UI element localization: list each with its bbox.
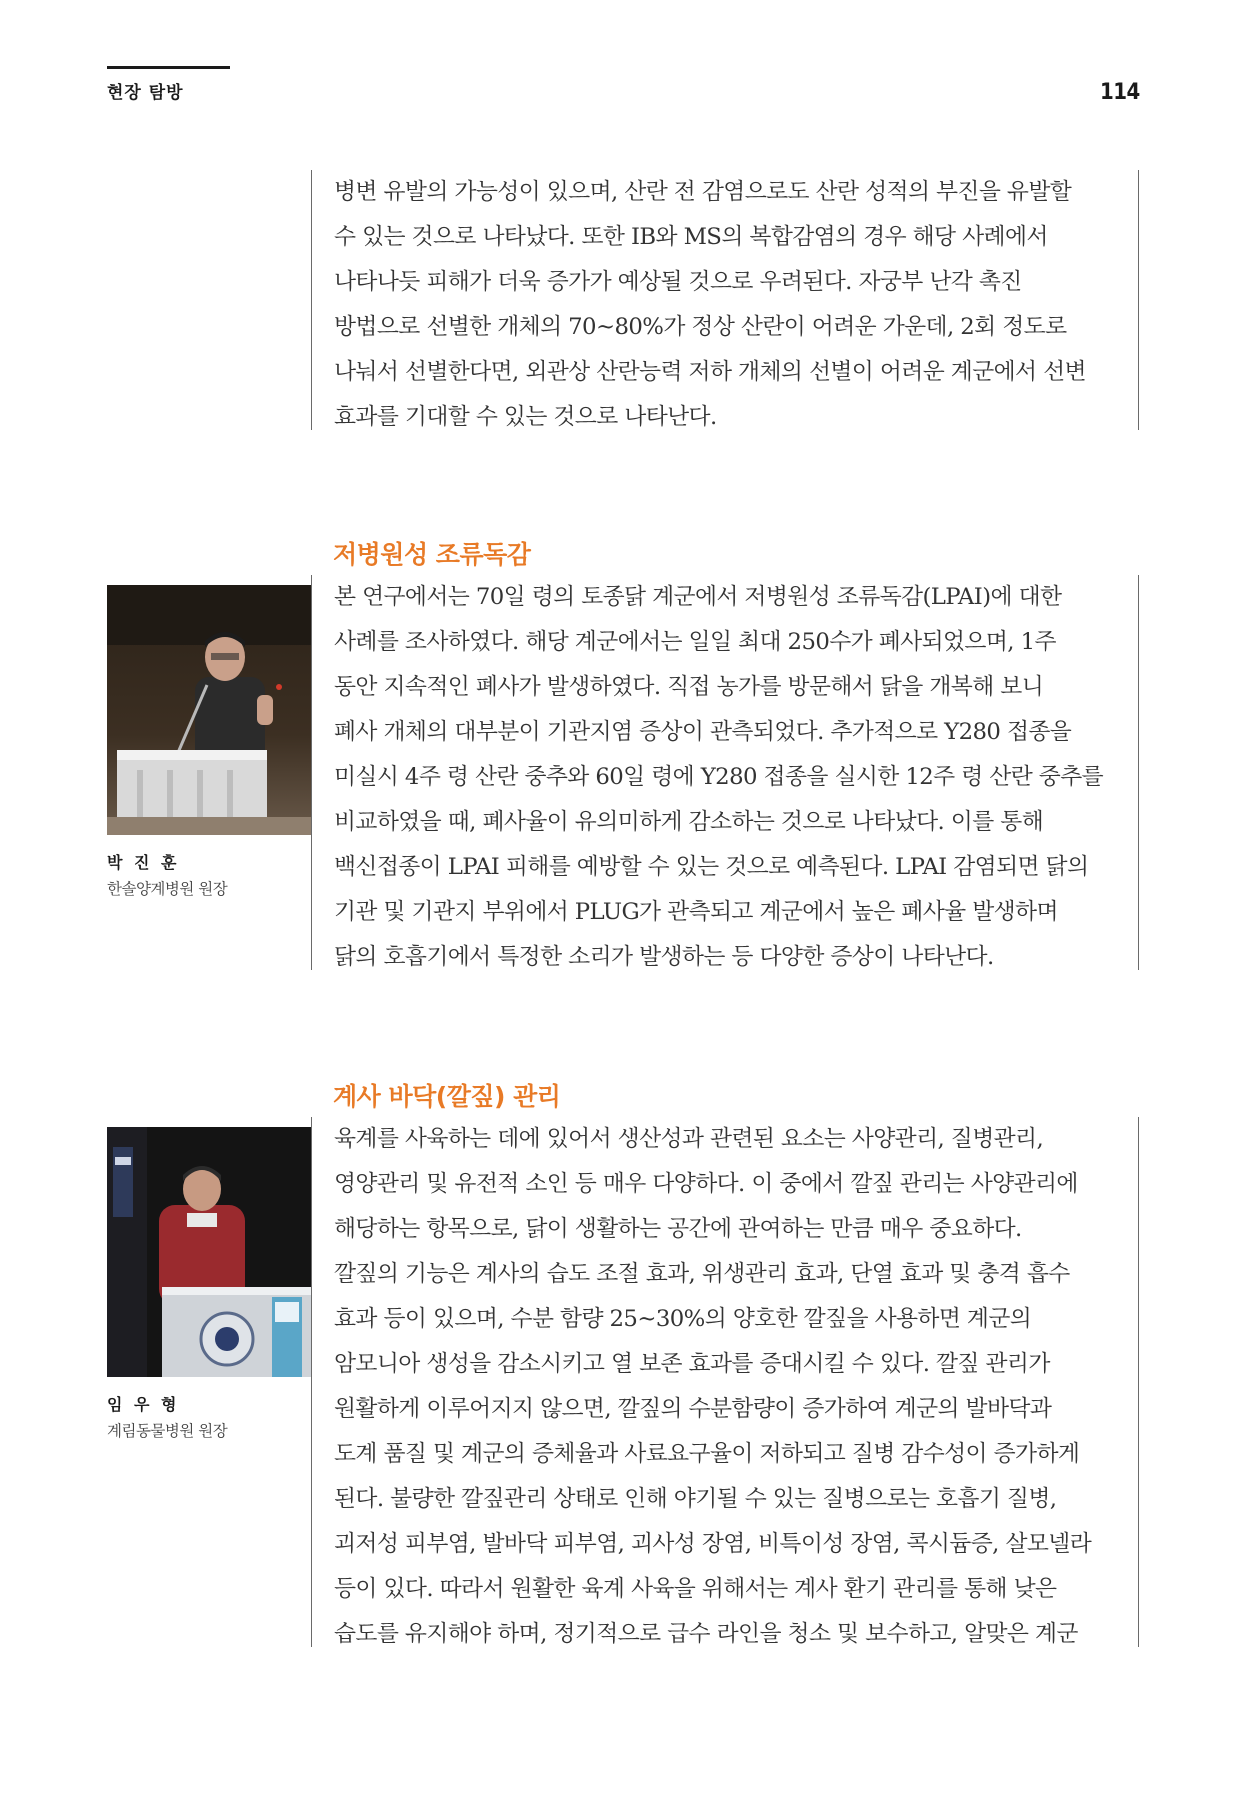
intro-paragraph bbox=[312, 170, 1138, 440]
lpai-text-block bbox=[311, 575, 1139, 970]
text-line: 수 있는 것으로 나타났다. 또한 IB와 MS의 복합감염의 경우 해당 사례에서 bbox=[334, 224, 1048, 250]
speaker-photo-park bbox=[107, 585, 311, 835]
text-line: 해당하는 항목으로, 닭이 생활하는 공간에 관여하는 만큼 매우 중요하다. bbox=[334, 1216, 1022, 1242]
text-line: 닭의 호흡기에서 특정한 소리가 발생하는 등 다양한 증상이 나타난다. bbox=[334, 944, 994, 970]
text-line: 영양관리 및 유전적 소인 등 매우 다양하다. 이 중에서 깔짚 관리는 사양관리에 bbox=[334, 1171, 1078, 1197]
intro-text-block bbox=[311, 170, 1139, 430]
text-line: 본 연구에서는 70일 령의 토종닭 계군에서 저병원성 조류독감(LPAI)에 대한 bbox=[334, 584, 1062, 610]
text-line: 동안 지속적인 폐사가 발생하였다. 직접 농가를 방문해서 닭을 개복해 보니 bbox=[334, 674, 1044, 700]
page-number: 114 bbox=[1100, 80, 1140, 105]
speaker-title-park: 한솔양계병원 원장 bbox=[107, 880, 228, 898]
text-line: 기관 및 기관지 부위에서 PLUG가 관측되고 계군에서 높은 폐사율 발생하며 bbox=[334, 899, 1058, 925]
text-line: 나타나듯 피해가 더욱 증가가 예상될 것으로 우려된다. 자궁부 난각 촉진 bbox=[334, 269, 1022, 295]
speaker-title-lim: 계림동물병원 원장 bbox=[107, 1422, 228, 1440]
text-line: 방법으로 선별한 개체의 70~80%가 정상 산란이 어려운 가운데, 2회 정도로 bbox=[334, 314, 1067, 340]
text-line: 등이 있다. 따라서 원활한 육계 사육을 위해서는 계사 환기 관리를 통해 낮은 bbox=[334, 1576, 1057, 1602]
text-line: 된다. 불량한 깔짚관리 상태로 인해 야기될 수 있는 질병으로는 호흡기 질병, bbox=[334, 1486, 1057, 1512]
text-line: 폐사 개체의 대부분이 기관지염 증상이 관측되었다. 추가적으로 Y280 접종을 bbox=[334, 719, 1072, 745]
speaker-photo-lim bbox=[107, 1127, 311, 1377]
header-rule bbox=[107, 66, 230, 69]
litter-text-block bbox=[311, 1117, 1139, 1647]
section-label: 현장 탐방 bbox=[107, 83, 184, 103]
text-line: 도계 품질 및 계군의 증체율과 사료요구율이 저하되고 질병 감수성이 증가하게 bbox=[334, 1441, 1080, 1467]
text-line: 백신접종이 LPAI 피해를 예방할 수 있는 것으로 예측된다. LPAI 감염되면 닭의 bbox=[334, 854, 1089, 880]
text-line: 깔짚의 기능은 계사의 습도 조절 효과, 위생관리 효과, 단열 효과 및 충격 흡수 bbox=[334, 1261, 1070, 1287]
text-line: 습도를 유지해야 하며, 정기적으로 급수 라인을 청소 및 보수하고, 알맞은 계군 bbox=[334, 1621, 1078, 1647]
text-line: 비교하였을 때, 폐사율이 유의미하게 감소하는 것으로 나타났다. 이를 통해 bbox=[334, 809, 1044, 835]
speaker-name-lim: 임 우 형 bbox=[107, 1395, 180, 1414]
text-line: 미실시 4주 령 산란 중추와 60일 령에 Y280 접종을 실시한 12주 령 산란 중추를 bbox=[334, 764, 1104, 790]
section-heading-litter: 계사 바닥(깔짚) 관리 bbox=[333, 1082, 561, 1111]
text-line: 괴저성 피부염, 발바닥 피부염, 괴사성 장염, 비특이성 장염, 콕시듐증, 살모넬라 bbox=[334, 1531, 1092, 1557]
speaker-name-park: 박 진 훈 bbox=[107, 853, 180, 872]
text-line: 암모니아 생성을 감소시키고 열 보존 효과를 증대시킬 수 있다. 깔짚 관리가 bbox=[334, 1351, 1050, 1377]
text-line: 원활하게 이루어지지 않으면, 깔짚의 수분함량이 증가하여 계군의 발바닥과 bbox=[334, 1396, 1052, 1422]
litter-paragraph bbox=[312, 1117, 1138, 1657]
text-line: 효과를 기대할 수 있는 것으로 나타난다. bbox=[334, 404, 717, 430]
text-line: 나눠서 선별한다면, 외관상 산란능력 저하 개체의 선별이 어려운 계군에서 선변 bbox=[334, 359, 1086, 385]
text-line: 육계를 사육하는 데에 있어서 생산성과 관련된 요소는 사양관리, 질병관리, bbox=[334, 1126, 1044, 1152]
section-heading-lpai: 저병원성 조류독감 bbox=[333, 540, 531, 569]
text-line: 사례를 조사하였다. 해당 계군에서는 일일 최대 250수가 폐사되었으며, 1주 bbox=[334, 629, 1056, 655]
lpai-paragraph bbox=[312, 575, 1138, 980]
text-line: 효과 등이 있으며, 수분 함량 25~30%의 양호한 깔짚을 사용하면 계군의 bbox=[334, 1306, 1032, 1332]
text-line: 병변 유발의 가능성이 있으며, 산란 전 감염으로도 산란 성적의 부진을 유발할 bbox=[334, 179, 1072, 205]
